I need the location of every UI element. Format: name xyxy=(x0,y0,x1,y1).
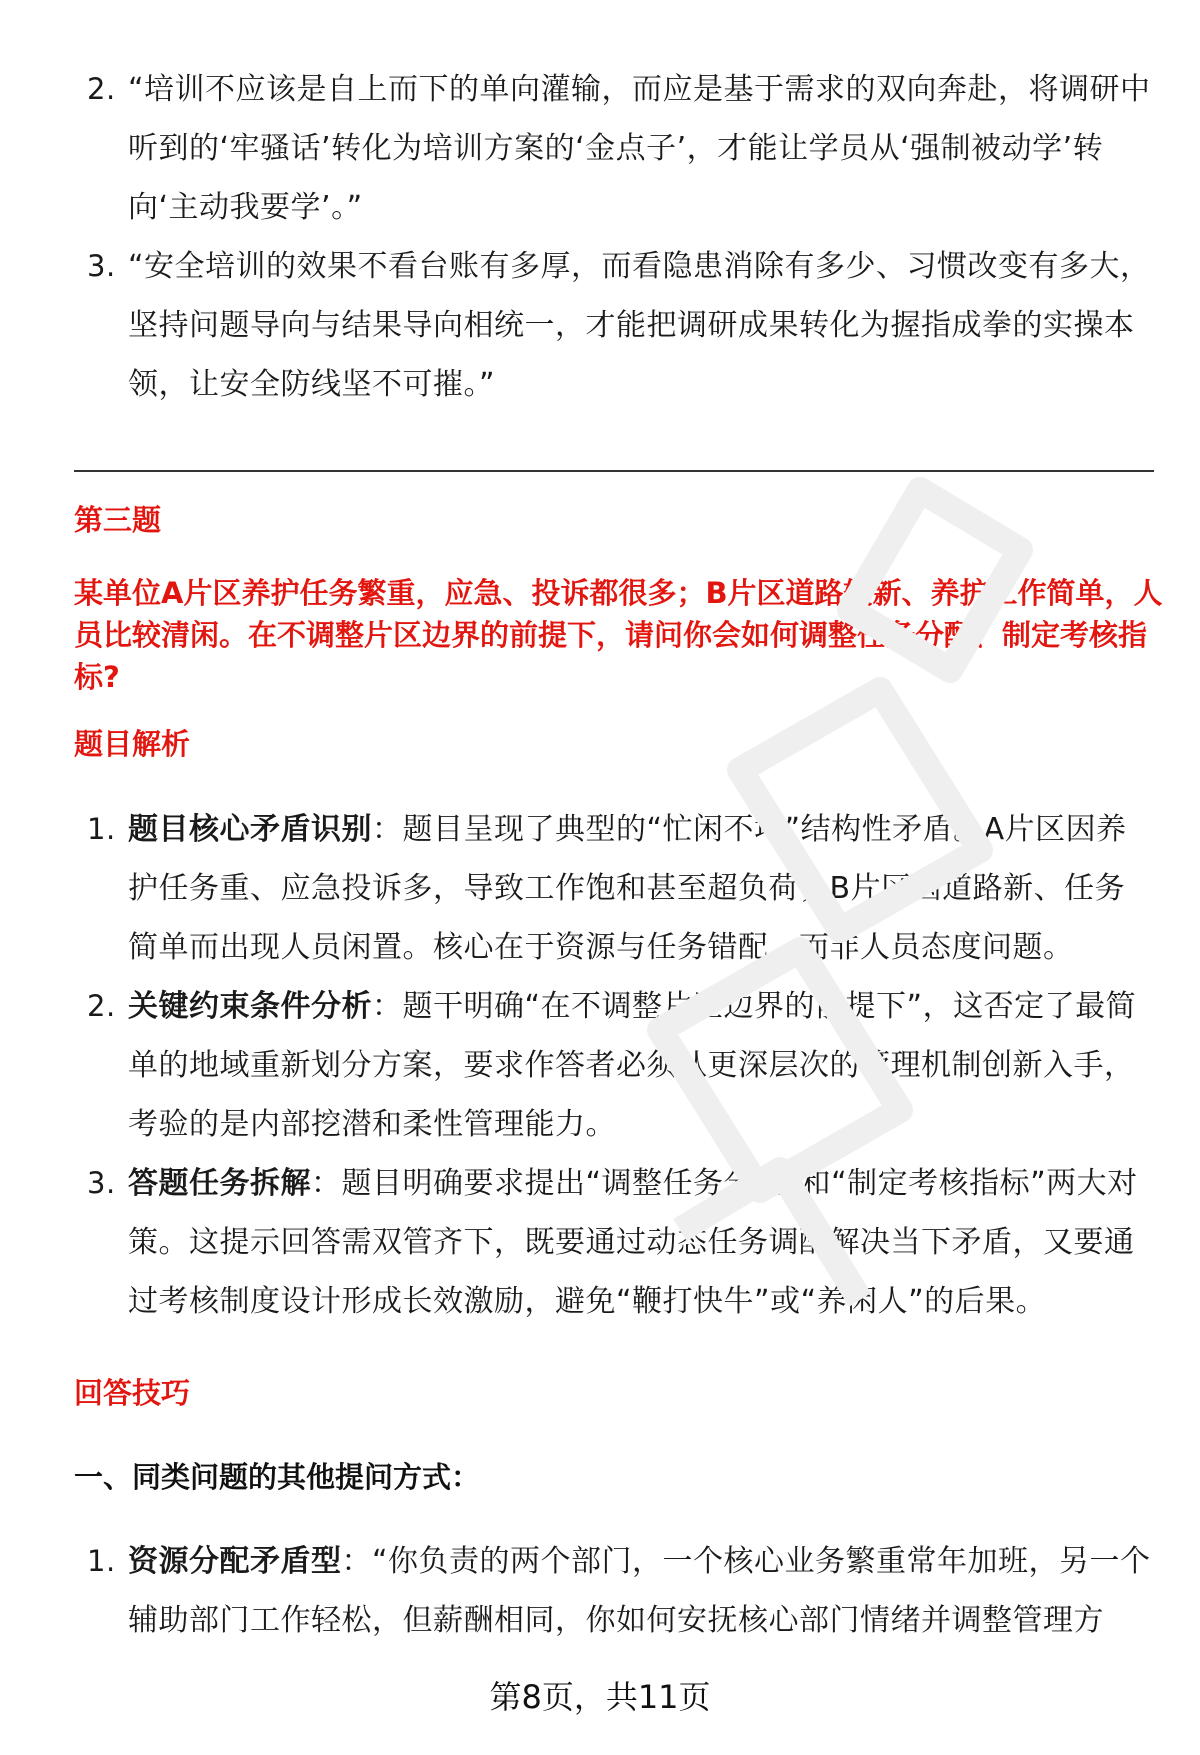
list-text: ：“你负责的两个部门，一个核心业务繁重常年加班，另一个辅助部门工作轻松，但薪酬相同，你如何安抚核心部门情绪并调整管理方 xyxy=(128,1544,1151,1638)
list-number: 2. xyxy=(87,72,116,106)
list-item-bold-label: 答题任务拆解 xyxy=(128,1166,311,1201)
list-text: “培训不应该是自上而下的单向灌输，而应是基于需求的双向奔赴，将调研中听到的‘牢骚话’转化为培训方案的‘金点子’，才能让学员从‘强制被动学’转向‘主动我要学’。” xyxy=(128,72,1151,225)
list-item xyxy=(74,237,1154,414)
list-number: 1. xyxy=(87,812,116,846)
list-item xyxy=(74,1154,1154,1331)
list-text: ：题目呈现了典型的“忙闲不均”结构性矛盾。A片区因养护任务重、应急投诉多，导致工作饱和甚至超负荷；B片区因道路新、任务简单而出现人员闲置。核心在于资源与任务错配，而非人员态度问题。 xyxy=(128,812,1127,965)
list-text: “安全培训的效果不看台账有多厚，而看隐患消除有多少、习惯改变有多大，坚持问题导向与结果导向相统一，才能把调研成果转化为握指成拳的实操本领，让安全防线坚不可摧。” xyxy=(128,249,1151,402)
list-item xyxy=(74,977,1154,1154)
list-number: 3. xyxy=(87,249,116,283)
analysis-list xyxy=(74,800,1154,1331)
question-text: 某单位A片区养护任务繁重，应急、投诉都很多；B片区道路较新、养护工作简单，人员比较清闲。在不调整片区边界的前提下，请问你会如何调整任务分配、制定考核指标? xyxy=(74,576,1163,694)
list-item xyxy=(74,1532,1154,1650)
list-item-bold-label: 资源分配矛盾型 xyxy=(128,1544,342,1579)
section-title: 第三题 xyxy=(74,503,162,537)
list-number: 2. xyxy=(87,989,116,1023)
list-item xyxy=(74,60,1154,237)
sub-heading: 一、同类问题的其他提问方式： xyxy=(74,1460,481,1494)
list-item xyxy=(74,800,1154,977)
section-divider xyxy=(74,470,1154,472)
analysis-heading: 题目解析 xyxy=(74,727,191,761)
list-number: 1. xyxy=(87,1544,116,1578)
list-item-bold-label: 题目核心矛盾识别 xyxy=(128,812,372,847)
list-text: ：题干明确“在不调整片区边界的前提下”，这否定了最简单的地域重新划分方案，要求作答者必须从更深层次的管理机制创新入手，考验的是内部挖潜和柔性管理能力。 xyxy=(128,989,1137,1142)
tips-list xyxy=(74,1532,1154,1650)
tips-heading: 回答技巧 xyxy=(74,1376,191,1410)
list-item-bold-label: 关键约束条件分析 xyxy=(128,989,372,1024)
list-text: ：题目明确要求提出“调整任务分配”和“制定考核指标”两大对策。这提示回答需双管齐下，既要通过动态任务调配解决当下矛盾，又要通过考核制度设计形成长效激励，避免“鞭打快牛”或“养闲人”的后果。 xyxy=(128,1166,1138,1319)
quote-list xyxy=(74,60,1154,414)
page-number: 第8页，共11页 xyxy=(489,1678,711,1716)
list-number: 3. xyxy=(87,1166,116,1200)
